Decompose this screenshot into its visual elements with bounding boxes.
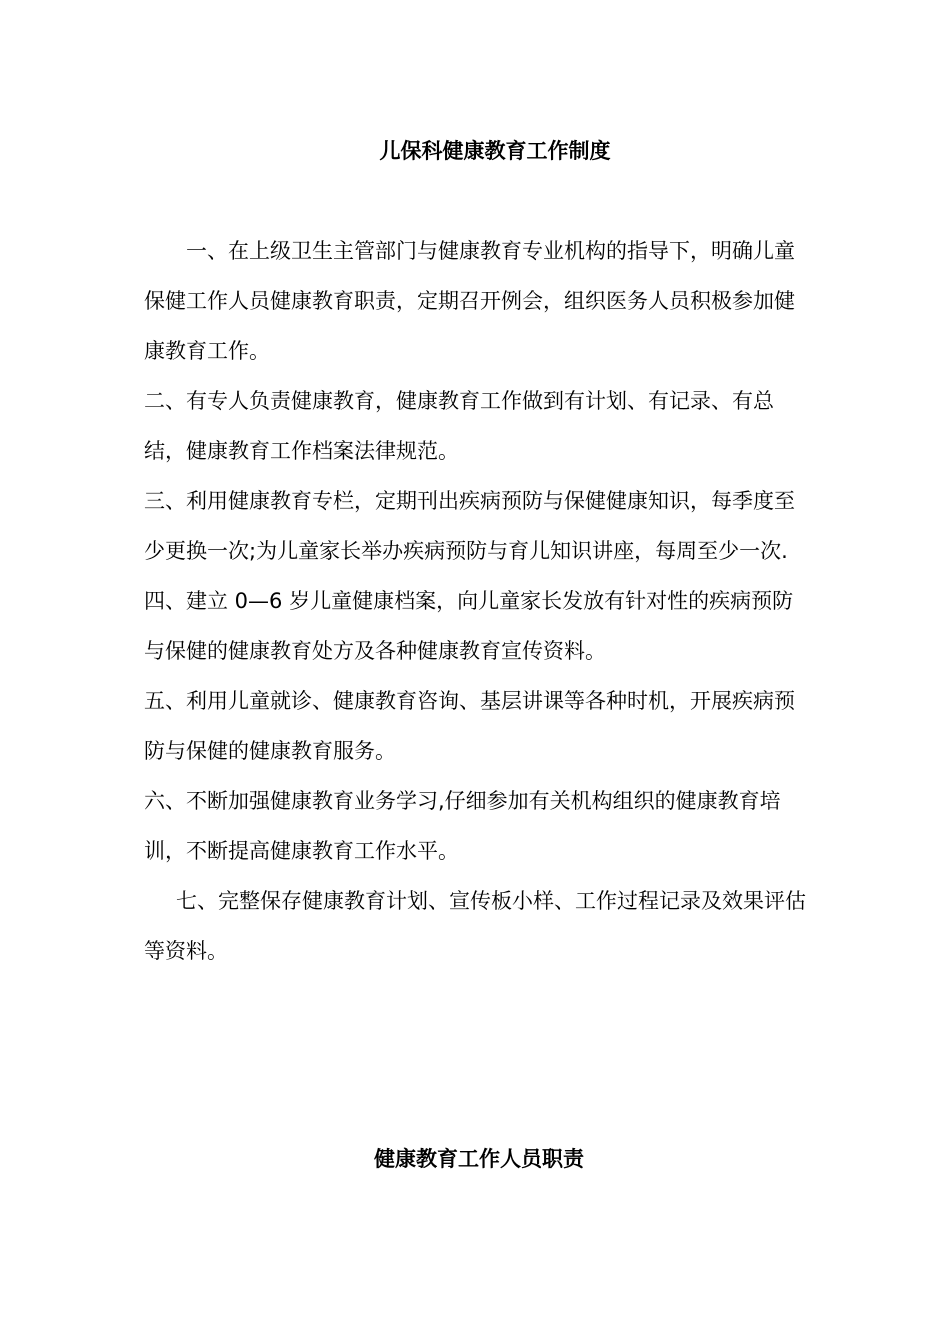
section-title: 健康教育工作人员职责 [374, 1147, 584, 1171]
paragraph-3: 三、利用健康教育专栏，定期刊出疾病预防与保健健康知识，每季度至少更换一次;为儿童家长举办疾病预防与育儿知识讲座，每周至少一次. [144, 489, 795, 563]
document-body [144, 226, 809, 976]
paragraph-1: 一、在上级卫生主管部门与健康教育专业机构的指导下，明确儿童保健工作人员健康教育职责，定期召开例会，组织医务人员积极参加健康教育工作。 [144, 239, 795, 363]
paragraph-7: 七、完整保存健康教育计划、宣传板小样、工作过程记录及效果评估等资料。 [144, 889, 806, 963]
document-title: 儿保科健康教育工作制度 [379, 139, 611, 163]
paragraph-2: 二、有专人负责健康教育，健康教育工作做到有计划、有记录、有总结，健康教育工作档案法律规范。 [144, 389, 774, 463]
paragraph-4: 四、建立 0—6 岁儿童健康档案，向儿童家长发放有针对性的疾病预防与保健的健康教育处方及各种健康教育宣传资料。 [144, 589, 794, 663]
paragraph-6: 六、不断加强健康教育业务学习,仔细参加有关机构组织的健康教育培训，不断提高健康教育工作水平。 [144, 789, 781, 863]
paragraph-5: 五、利用儿童就诊、健康教育咨询、基层讲课等各种时机，开展疾病预防与保健的健康教育服务。 [144, 689, 795, 763]
